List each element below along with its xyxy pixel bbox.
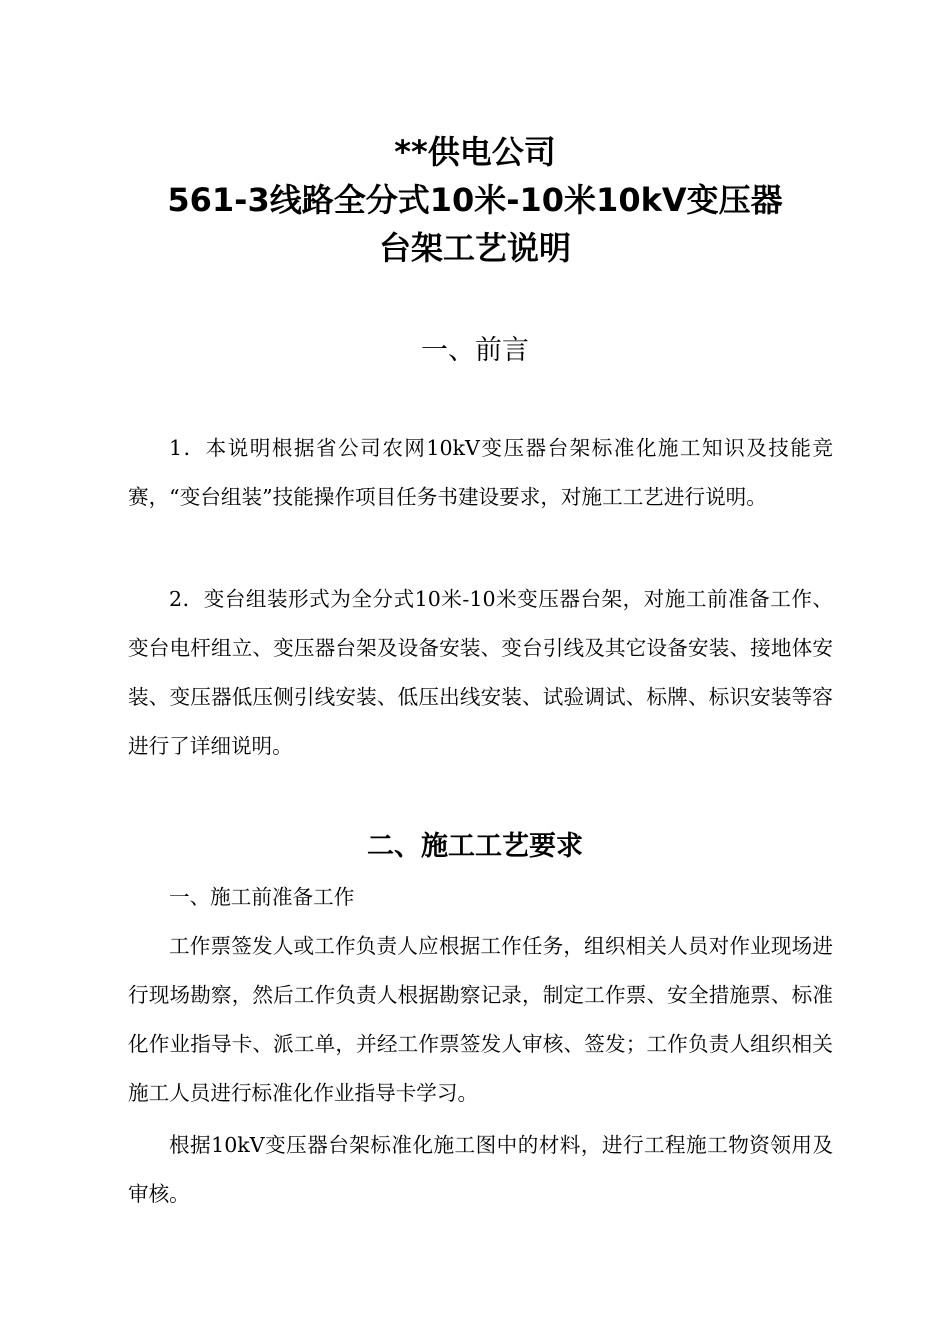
preface-paragraph-1: 1．本说明根据省公司农网10kV变压器台架标准化施工知识及技能竞赛，“变台组装”技能操作项目任务书建设要求，对施工工艺进行说明。 xyxy=(128,436,833,509)
title-line-subject: 台架工艺说明 xyxy=(378,229,571,267)
section-heading-preface: 一、前言 xyxy=(421,335,529,366)
preparation-paragraph-2: 根据10kV变压器台架标准化施工图中的材料，进行工程施工物资领用及审核。 xyxy=(128,1133,833,1206)
subheading-preparation: 一、施工前准备工作 xyxy=(169,885,355,909)
document-title xyxy=(0,128,950,272)
title-line-project: 561-3线路全分式10米-10米10kV变压器 xyxy=(167,181,783,219)
title-line-company: **供电公司 xyxy=(394,133,556,171)
preface-paragraph-2: 2．变台组装形式为全分式10米-10米变压器台架，对施工前准备工作、变台电杆组立、变压器台架及设备安装、变台引线及其它设备安装、接地体安装、变压器低压侧引线安装、低压出线安装、试验调试、标牌、标识安装等容进行了详细说明。 xyxy=(128,587,833,758)
preparation-paragraph-1: 工作票签发人或工作负责人应根据工作任务，组织相关人员对作业现场进行现场勘察，然后工作负责人根据勘察记录，制定工作票、安全措施票、标准化作业指导卡、派工单，并经工作票签发人审核、签发；工作负责人组织相关施工人员进行标准化作业指导卡学习。 xyxy=(128,934,833,1105)
section-heading-requirements: 二、施工工艺要求 xyxy=(367,831,583,862)
